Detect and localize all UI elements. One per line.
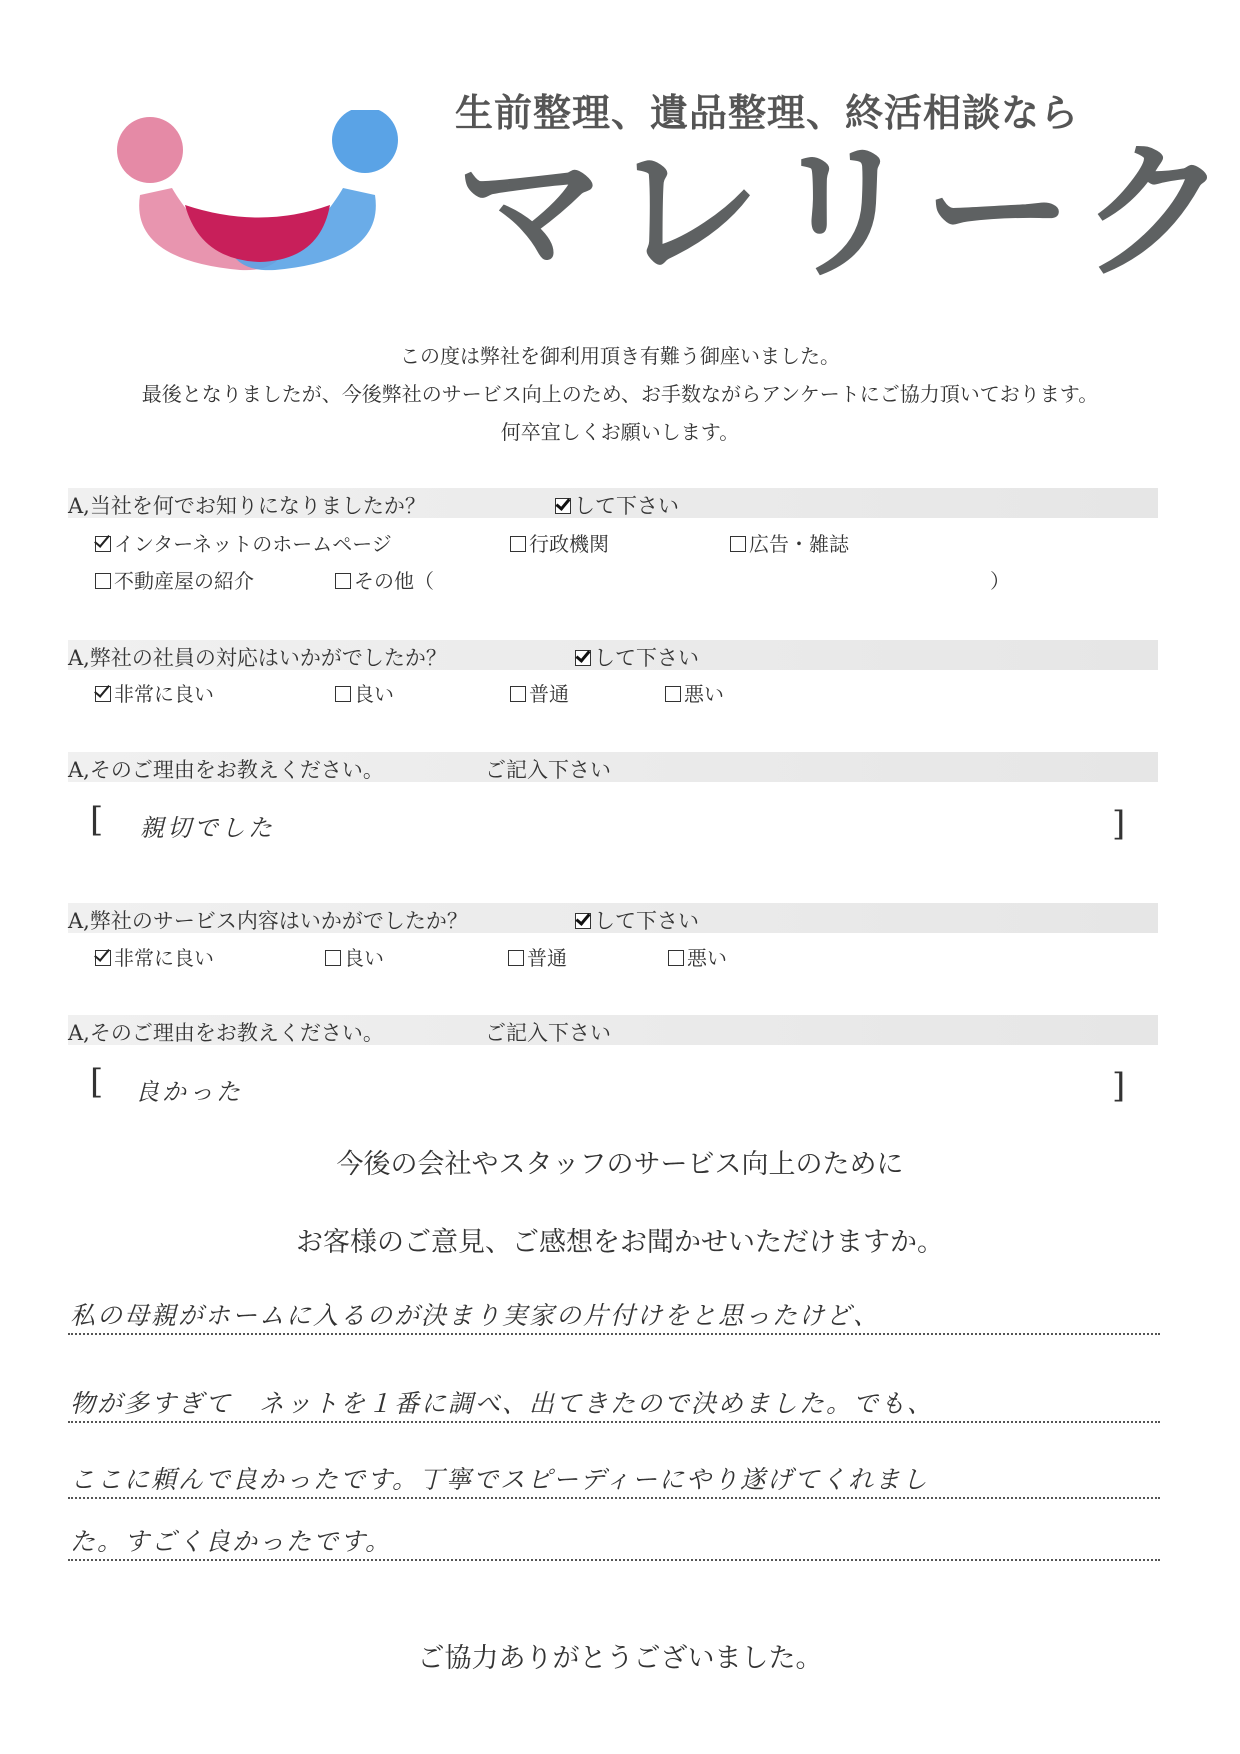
q3-answer[interactable]: 親切でした xyxy=(140,814,275,842)
q2-option-normal[interactable]: 普通 xyxy=(510,678,569,707)
checkbox-icon[interactable] xyxy=(95,573,111,589)
checkbox-checked-icon[interactable] xyxy=(95,950,111,966)
checkbox-icon[interactable] xyxy=(508,950,524,966)
checkbox-icon[interactable] xyxy=(325,950,341,966)
q2-option-good[interactable]: 良い xyxy=(335,678,394,707)
checkbox-checked-icon[interactable] xyxy=(95,536,111,552)
q1-option-internet[interactable]: インターネットのホームページ xyxy=(95,528,392,557)
check-icon xyxy=(575,913,591,929)
q3-open-bracket: [ xyxy=(90,800,104,840)
q2-option-very-good[interactable]: 非常に良い xyxy=(95,678,214,707)
feedback-prompt-1: 今後の会社やスタッフのサービス向上のために xyxy=(336,1149,904,1180)
checkbox-icon[interactable] xyxy=(730,536,746,552)
checkbox-checked-icon[interactable] xyxy=(95,686,111,702)
checkbox-icon[interactable] xyxy=(510,686,526,702)
q1-option-ads[interactable]: 広告・雑誌 xyxy=(730,528,849,557)
q4-option-bad[interactable]: 悪い xyxy=(668,942,727,971)
q3-question: A,そのご理由をお教えください。 xyxy=(68,758,384,782)
marelique-logo-icon xyxy=(110,110,410,290)
feedback-line-4[interactable]: た。すごく良かったです。 xyxy=(70,1527,393,1556)
q1-option-realestate[interactable]: 不動産屋の紹介 xyxy=(95,565,254,594)
checkbox-icon[interactable] xyxy=(510,536,526,552)
thanks-message: ご協力ありがとうございました。 xyxy=(417,1643,823,1674)
q1-instruction: して下さい xyxy=(555,490,679,520)
dotted-rule xyxy=(68,1559,1160,1561)
q5-instruction: ご記入下さい xyxy=(485,1021,611,1045)
q5-close-bracket: ] xyxy=(1112,1066,1126,1106)
check-icon xyxy=(555,498,571,514)
q3-close-bracket: ] xyxy=(1112,804,1126,844)
checkbox-icon[interactable] xyxy=(668,950,684,966)
q4-option-normal[interactable]: 普通 xyxy=(508,942,567,971)
q5-open-bracket: [ xyxy=(90,1062,104,1102)
q5-answer[interactable]: 良かった xyxy=(135,1078,243,1106)
dotted-rule xyxy=(68,1497,1160,1499)
intro-line-1: この度は弊社を御利用頂き有難う御座いました。 xyxy=(400,344,840,368)
feedback-line-2[interactable]: 物が多すぎて ネットを１番に調べ、出てきたので決めました。でも、 xyxy=(70,1389,935,1418)
q1-question: A,当社を何でお知りになりましたか？ xyxy=(68,494,426,518)
brand-name: マレリーク xyxy=(455,126,1236,300)
feedback-line-1[interactable]: 私の母親がホームに入るのが決まり実家の片付けをと思ったけど、 xyxy=(70,1301,881,1330)
q4-option-good[interactable]: 良い xyxy=(325,942,384,971)
q1-option-government[interactable]: 行政機関 xyxy=(510,528,609,557)
feedback-prompt-2: お客様のご意見、ご感想をお聞かせいただけますか。 xyxy=(296,1227,944,1258)
tagline: 生前整理、遺品整理、終活相談なら xyxy=(455,91,1080,135)
q2-option-bad[interactable]: 悪い xyxy=(665,678,724,707)
q2-instruction: して下さい xyxy=(575,642,699,672)
checkbox-icon[interactable] xyxy=(665,686,681,702)
q5-question: A,そのご理由をお教えください。 xyxy=(68,1021,384,1045)
q3-instruction: ご記入下さい xyxy=(485,758,611,782)
q2-question: A,弊社の社員の対応はいかがでしたか？ xyxy=(68,646,447,670)
intro-line-3: 何卒宜しくお願いします。 xyxy=(500,420,740,444)
dotted-rule xyxy=(68,1421,1160,1423)
checkbox-icon[interactable] xyxy=(335,686,351,702)
dotted-rule xyxy=(68,1333,1160,1335)
q4-instruction: して下さい xyxy=(575,905,699,935)
q1-other-close: ） xyxy=(990,569,1010,593)
intro-line-2: 最後となりましたが、今後弊社のサービス向上のため、お手数ながらアンケートにご協力頂いております。 xyxy=(141,382,1099,406)
feedback-line-3[interactable]: ここに頼んで良かったです。丁寧でスピーディーにやり遂げてくれまし xyxy=(70,1465,930,1494)
q4-option-very-good[interactable]: 非常に良い xyxy=(95,942,214,971)
q1-option-other[interactable]: その他（ xyxy=(335,565,434,594)
q4-question: A,弊社のサービス内容はいかがでしたか？ xyxy=(68,909,468,933)
checkbox-icon[interactable] xyxy=(335,573,351,589)
check-icon xyxy=(575,650,591,666)
